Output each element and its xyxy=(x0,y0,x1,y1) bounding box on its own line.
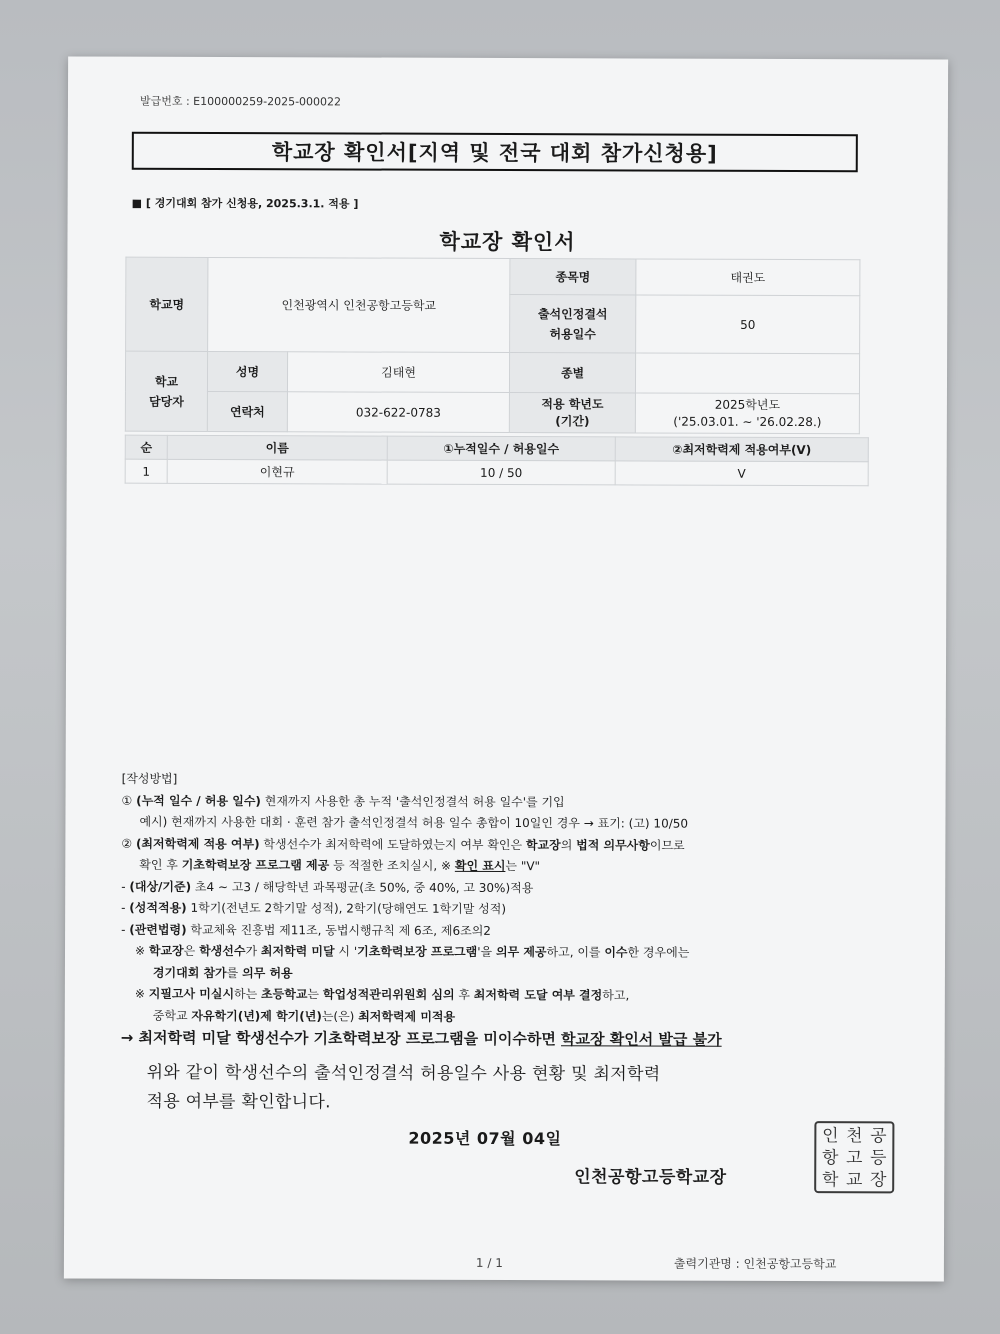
principal-signature-name: 인천공항고등학교장 xyxy=(574,1167,727,1188)
roster-table xyxy=(125,435,869,487)
instruction-line-4: 확인 후 기초학력보장 프로그램 제공 등 적절한 조치실시, ※ 확인 표시는 "V" xyxy=(139,857,541,874)
category-label: 종별 xyxy=(509,353,635,393)
issue-number: 발급번호 : E100000259-2025-000022 xyxy=(139,94,342,109)
page-number: 1 / 1 xyxy=(475,1255,503,1270)
roster-cell-name: 이현규 xyxy=(167,459,387,484)
roster-header-min-academic: ②최저학력제 적용여부(V) xyxy=(615,437,868,462)
document-paper xyxy=(64,56,948,1281)
issue-date: 2025년 07월 04일 xyxy=(408,1128,562,1149)
category-value xyxy=(635,353,859,394)
roster-header-name: 이름 xyxy=(167,435,387,460)
name-label: 성명 xyxy=(207,351,287,391)
contact-label: 연락처 xyxy=(207,391,287,431)
issuance-warning: → 최저학력 미달 학생선수가 기초학력보장 프로그램을 미이수하면 학교장 확인서 발급 불가 xyxy=(120,1028,722,1049)
instruction-line-9: 경기대회 참가를 의무 허용 xyxy=(152,965,293,980)
school-label: 학교명 xyxy=(126,257,208,351)
instruction-line-8: ※ 학교장은 학생선수가 최저학력 미달 시 '기초학력보장 프로그램'을 의무 제공하고, 이를 이수한 경우에는 xyxy=(134,943,690,960)
year-label: 적용 학년도 (기간) xyxy=(509,393,635,433)
confirmation-line-2: 적용 여부를 확인합니다. xyxy=(146,1091,331,1113)
manager-label: 학교 담당자 xyxy=(125,351,207,431)
confirmation-statement xyxy=(146,1059,660,1119)
instruction-line-3: ② (최저학력제 적용 여부) 학생선수가 최저학력에 도달하였는지 여부 확인은 학교장의 법적 의무사항이므로 xyxy=(121,836,685,853)
instruction-line-11: 중학교 자유학기(년)제 학기(년)는(은) 최저학력제 미적용 xyxy=(152,1008,456,1024)
instructions-heading: [작성방법] xyxy=(121,771,178,786)
roster-cell-days: 10 / 50 xyxy=(387,460,615,485)
event-value: 태권도 xyxy=(636,259,860,296)
contact-value: 032-622-0783 xyxy=(287,392,509,433)
writing-instructions xyxy=(121,769,690,1029)
school-value: 인천광역시 인천공항고등학교 xyxy=(208,257,510,352)
instruction-line-10: ※ 지필고사 미실시하는 초등학교는 학업성적관리위원회 심의 후 최저학력 도달 여부 결정하고, xyxy=(134,986,630,1003)
table-row xyxy=(125,459,868,486)
instruction-line-5: - (대상/기준) 초4 ~ 고3 / 해당학년 과목평균(초 50%, 중 40%, 고 30%)적용 xyxy=(121,879,534,895)
confirmation-line-1: 위와 같이 학생선수의 출석인정결석 허용일수 사용 현황 및 최저학력 xyxy=(146,1062,661,1085)
name-value: 김태현 xyxy=(287,352,509,393)
event-label: 종목명 xyxy=(510,259,636,295)
instruction-line-1: ① (누적 일수 / 허용 일수) 현재까지 사용한 총 누적 '출석인정결석 허용 일수'를 기입 xyxy=(121,793,565,809)
header-title: 학교장 확인서[지역 및 전국 대회 참가신청용] xyxy=(132,132,858,173)
printed-by-institution: 출력기관명 : 인천공항고등학교 xyxy=(673,1256,837,1272)
roster-header-days: ①누적일수 / 허용일수 xyxy=(387,436,615,461)
roster-cell-no: 1 xyxy=(125,459,167,483)
roster-header-row xyxy=(125,435,868,462)
instruction-line-2: 예시) 현재까지 사용한 대회 · 훈련 참가 출석인정결석 허용 일수 총합이 10일인 경우 → 표기: (고) 10/50 xyxy=(139,814,689,831)
instruction-line-7: - (관련법령) 학교체육 진흥법 제11조, 동법시행규칙 제 6조, 제6조의2 xyxy=(121,922,491,938)
official-seal-stamp: 인 천 공 항 고 등 학 교 장 xyxy=(814,1121,894,1193)
subtitle: ■ [ 경기대회 참가 신청용, 2025.3.1. 적용 ] xyxy=(131,196,359,211)
info-table xyxy=(125,257,861,435)
allowed-days-value: 50 xyxy=(636,295,860,354)
roster-cell-min-academic: V xyxy=(615,461,868,486)
doc-title: 학교장 확인서 xyxy=(439,229,576,255)
instruction-line-6: - (성적적용) 1학기(전년도 2학기말 성적), 2학기(당해연도 1학기말 성적) xyxy=(121,900,507,917)
roster-header-no: 순 xyxy=(125,435,167,459)
allowed-days-label: 출석인정결석 허용일수 xyxy=(510,295,636,353)
year-value: 2025학년도 ('25.03.01. ~ '26.02.28.) xyxy=(635,393,859,434)
